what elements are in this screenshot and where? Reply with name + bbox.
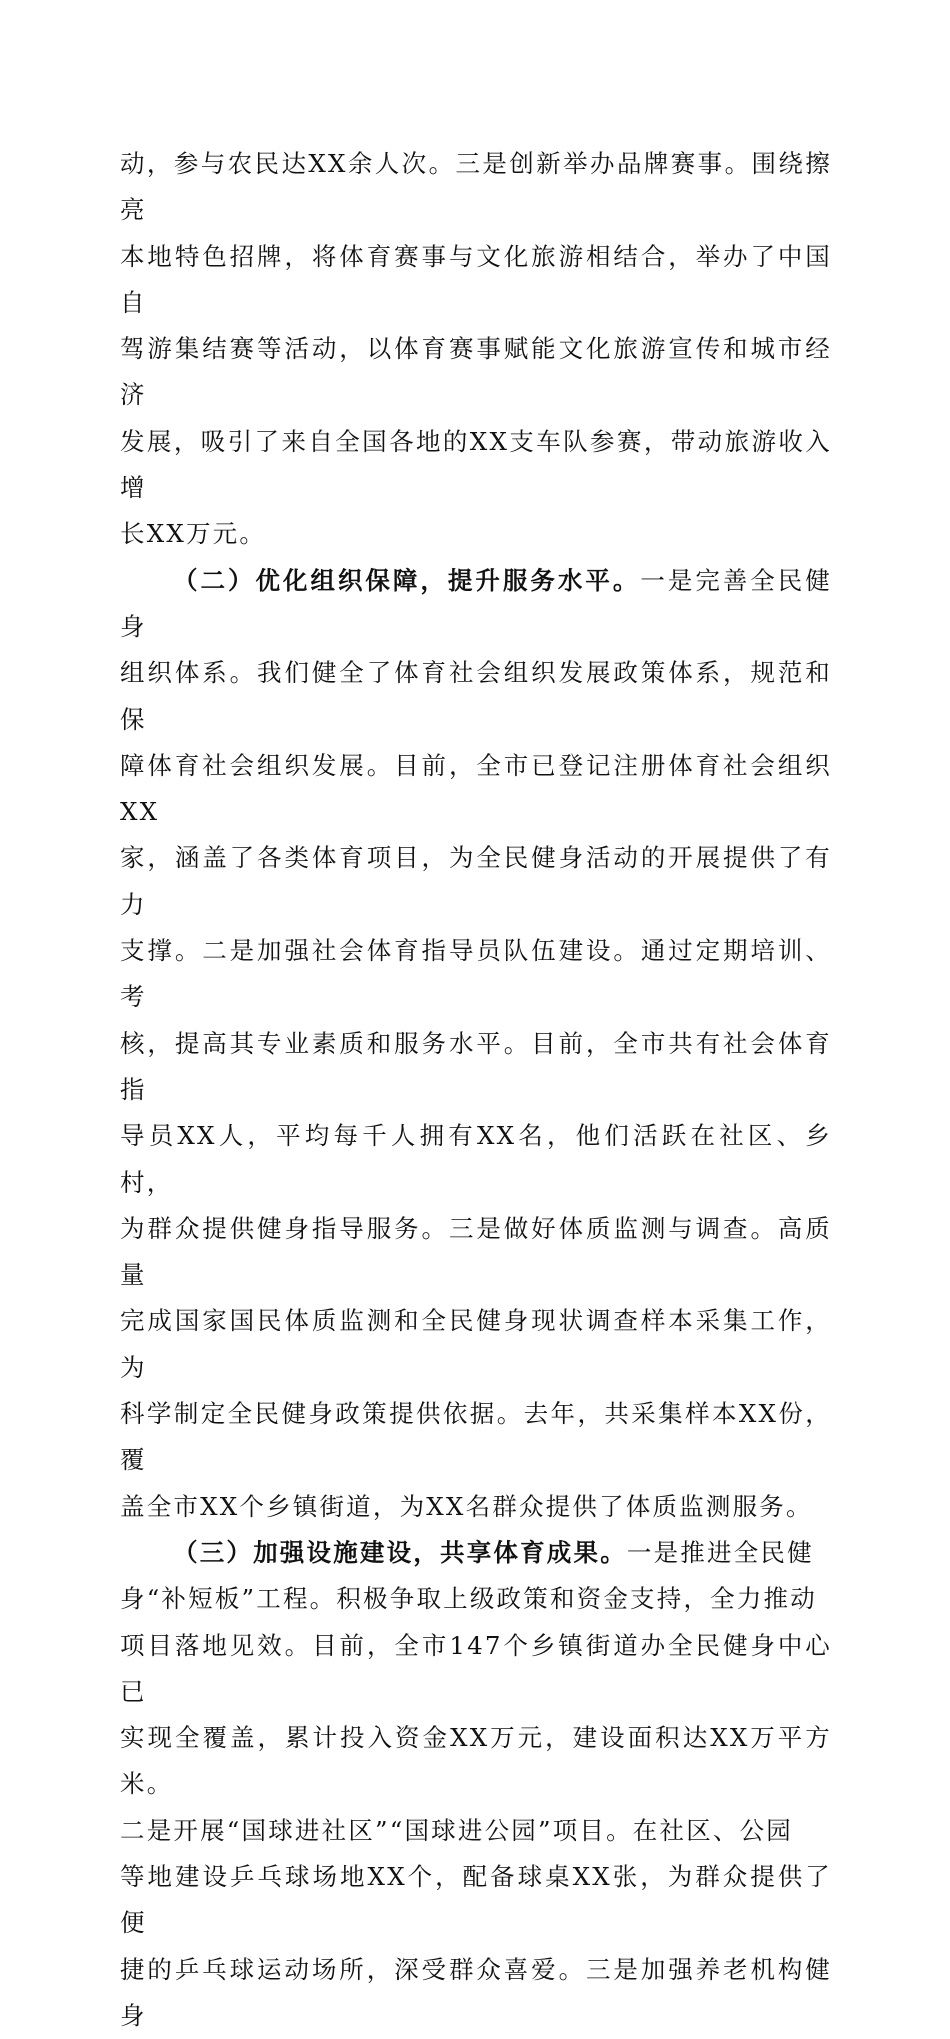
text-line: 导员XX人，平均每千人拥有XX名，他们活跃在社区、乡村， — [120, 1121, 832, 1197]
text-line: 长XX万元。 — [120, 519, 267, 549]
text-line: 为群众提供健身指导服务。三是做好体质监测与调查。高质量 — [120, 1213, 832, 1290]
text-line: 动，参与农民达XX余人次。三是创新举办品牌赛事。围绕擦亮 — [120, 149, 832, 225]
paragraph-2 — [120, 558, 832, 1530]
text-line: 完成国家国民体质监测和全民健身现状调查样本采集工作，为 — [120, 1306, 832, 1382]
text-line: 等地建设乒乓球场地XX个，配备球桌XX张，为群众提供了便 — [120, 1861, 832, 1938]
text-line: 障体育社会组织发展。目前，全市已登记注册体育社会组织XX — [120, 750, 832, 827]
document-body — [120, 141, 832, 2039]
text-line: 核，提高其专业素质和服务水平。目前，全市共有社会体育指 — [120, 1028, 832, 1104]
paragraph-1 — [120, 141, 832, 558]
text-line: 一是推进全民健 — [626, 1537, 814, 1567]
text-line: 身“补短板”工程。积极争取上级政策和资金支持，全力推动 — [120, 1584, 817, 1614]
text-line: 实现全覆盖，累计投入资金XX万元，建设面积达XX万平方米。 — [120, 1723, 832, 1799]
text-line: 项目落地见效。目前，全市147个乡镇街道办全民健身中心已 — [120, 1630, 832, 1706]
text-line: 一是完善全民健身 — [120, 565, 832, 641]
section-heading: （二）优化组织保障，提升服务水平。 — [173, 565, 641, 595]
text-line: 支撑。二是加强社会体育指导员队伍建设。通过定期培训、考 — [120, 936, 832, 1012]
text-line: 发展，吸引了来自全国各地的XX支车队参赛，带动旅游收入增 — [120, 426, 832, 503]
text-line: 组织体系。我们健全了体育社会组织发展政策体系，规范和保 — [120, 658, 832, 734]
text-line: 盖全市XX个乡镇街道，为XX名群众提供了体质监测服务。 — [120, 1491, 813, 1521]
paragraph-3 — [120, 1530, 832, 2039]
text-line: 驾游集结赛等活动，以体育赛事赋能文化旅游宣传和城市经济 — [120, 334, 832, 410]
text-line: 捷的乒乓球运动场所，深受群众喜爱。三是加强养老机构健身 — [120, 1954, 832, 2030]
text-line: 本地特色招牌，将体育赛事与文化旅游相结合，举办了中国自 — [120, 241, 832, 317]
text-line: 科学制定全民健身政策提供依据。去年，共采集样本XX份，覆 — [120, 1399, 832, 1475]
text-line: 家，涵盖了各类体育项目，为全民健身活动的开展提供了有力 — [120, 843, 832, 919]
section-heading: （三）加强设施建设，共享体育成果。 — [173, 1537, 627, 1567]
text-line: 二是开展“国球进社区”“国球进公园”项目。在社区、公园 — [120, 1815, 793, 1845]
